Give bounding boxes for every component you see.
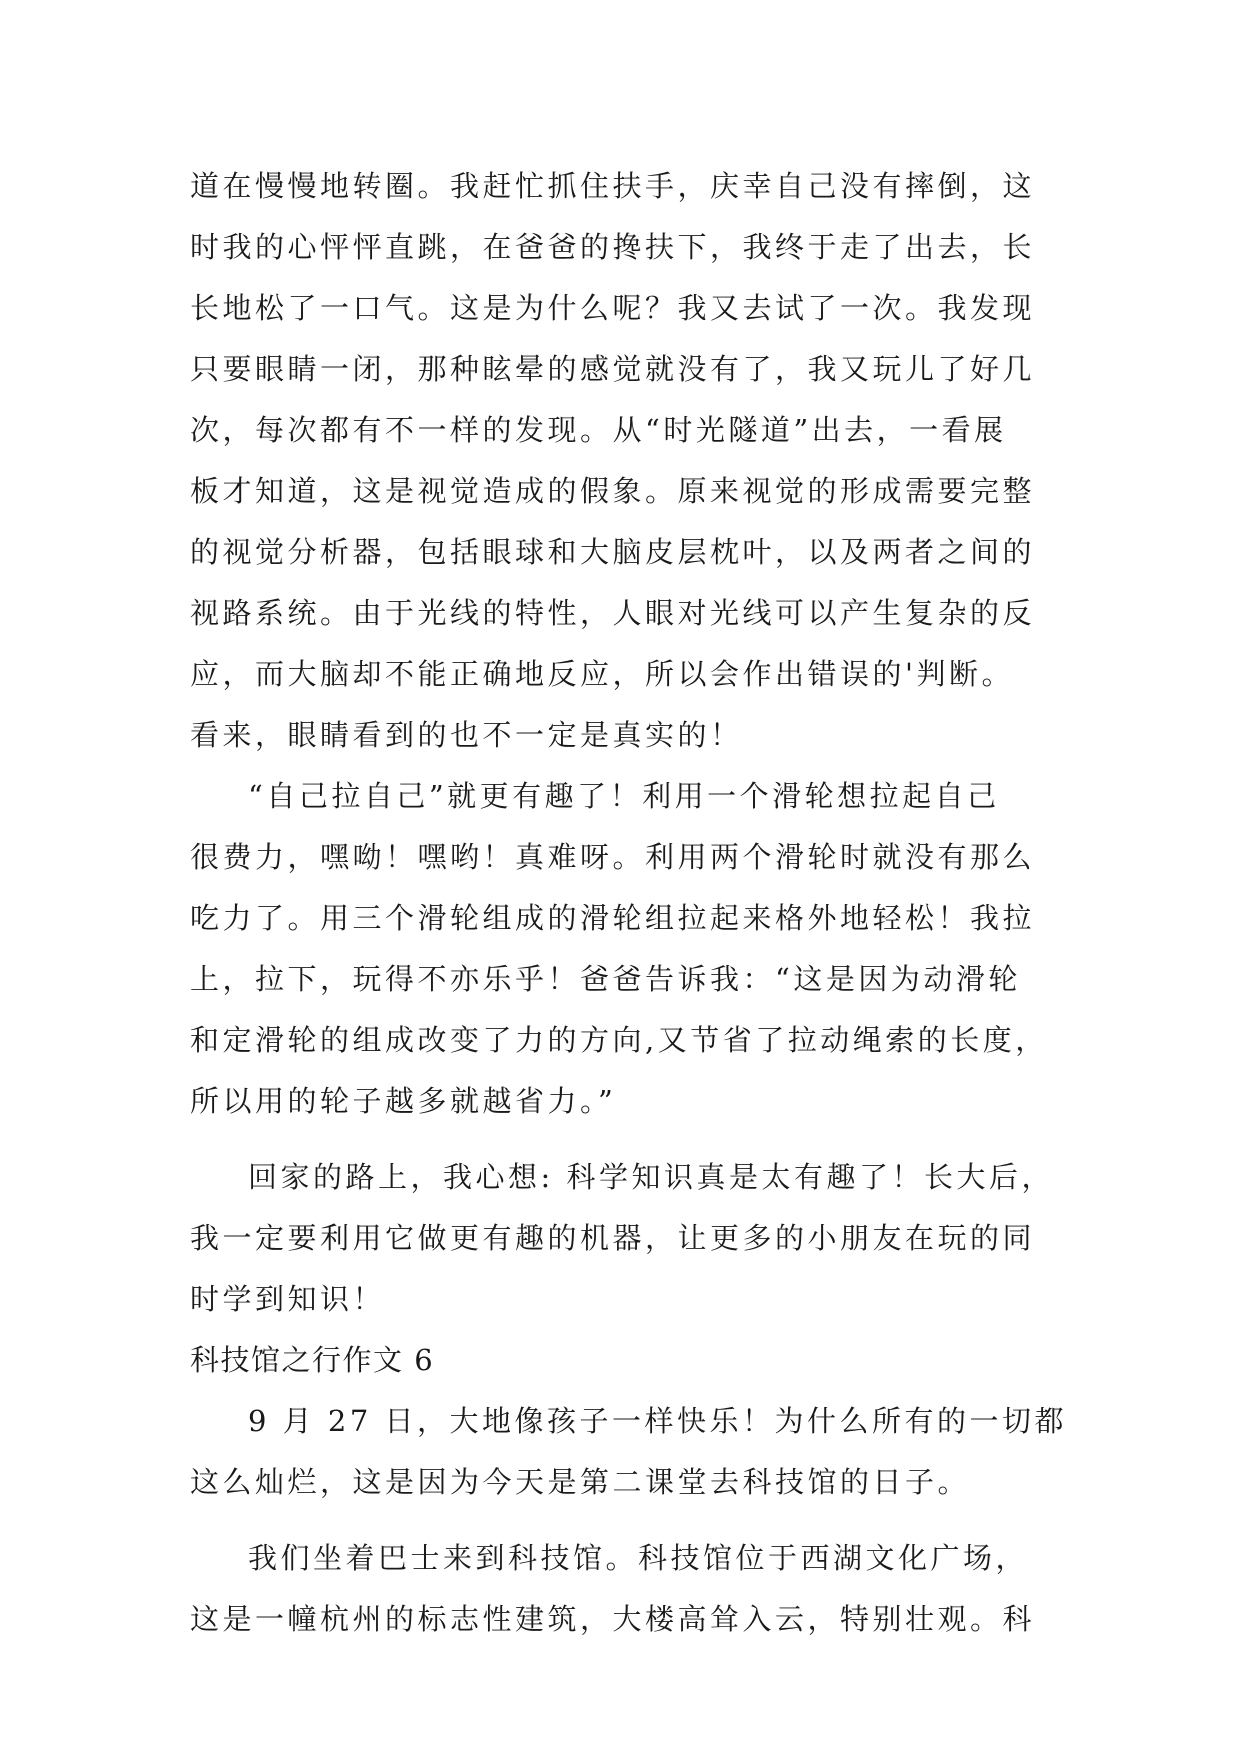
- text-line: 板才知道，这是视觉造成的假象。原来视觉的形成需要完整: [190, 474, 1036, 508]
- paragraph-gap: [190, 1132, 1060, 1147]
- text-line: 上，拉下，玩得不亦乐乎！爸爸告诉我：“这是因为动滑轮: [190, 962, 1021, 996]
- text-line: 和定滑轮的组成改变了力的方向,又节省了拉动绳索的长度，: [190, 1023, 1048, 1057]
- text-line: 道在慢慢地转圈。我赶忙抓住扶手，庆幸自己没有摔倒，这: [190, 169, 1036, 203]
- text-line: 很费力，嘿呦！嘿哟！真难呀。利用两个滑轮时就没有那么: [190, 840, 1036, 874]
- text-line: 的视觉分析器，包括眼球和大脑皮层枕叶，以及两者之间的: [190, 535, 1036, 569]
- paragraph-date: [190, 1391, 1068, 1513]
- text-line: 这是一幢杭州的标志性建筑，大楼高耸入云，特别壮观。科: [190, 1602, 1036, 1636]
- paragraph-gap: [190, 1513, 1060, 1528]
- text-line: 时学到知识！: [190, 1282, 386, 1316]
- essay-text: [190, 156, 1068, 1650]
- text-line: 只要眼睛一闭，那种眩晕的感觉就没有了，我又玩儿了好几: [190, 352, 1036, 386]
- text-line: 视路系统。由于光线的特性，人眼对光线可以产生复杂的反: [190, 596, 1036, 630]
- text-line: 次，每次都有不一样的发现。从“时光隧道”出去，一看展: [190, 413, 1007, 447]
- paragraph-conclusion: [190, 1147, 1060, 1330]
- text-line: 所以用的轮子越多就越省力。”: [190, 1084, 617, 1118]
- text-line: 回家的路上，我心想: 科学知识真是太有趣了！长大后，: [248, 1160, 1054, 1194]
- text-line: 我们坐着巴士来到科技馆。科技馆位于西湖文化广场，: [248, 1541, 1029, 1575]
- text-line: 9 月 27 日，大地像孩子一样快乐！为什么所有的一切都: [248, 1404, 1068, 1438]
- paragraph-museum: [190, 1528, 1060, 1650]
- text-line: 看来，眼睛看到的也不一定是真实的！: [190, 718, 743, 752]
- text-line: “自己拉自己”就更有趣了！利用一个滑轮想拉起自己: [248, 779, 1000, 813]
- text-line: 吃力了。用三个滑轮组成的滑轮组拉起来格外地轻松！我拉: [190, 901, 1036, 935]
- section-heading: 科技馆之行作文 6: [190, 1343, 435, 1377]
- text-line: 应，而大脑却不能正确地反应，所以会作出错误的'判断。: [190, 657, 1014, 691]
- text-line: 时我的心怦怦直跳，在爸爸的搀扶下，我终于走了出去，长: [190, 230, 1036, 264]
- text-line: 这么灿烂，这是因为今天是第二课堂去科技馆的日子。: [190, 1465, 971, 1499]
- text-line: 我一定要利用它做更有趣的机器，让更多的小朋友在玩的同: [190, 1221, 1036, 1255]
- paragraph-pulley: [190, 766, 1060, 1132]
- paragraph-illusion: [190, 156, 1060, 766]
- text-line: 长地松了一口气。这是为什么呢？我又去试了一次。我发现: [190, 291, 1036, 325]
